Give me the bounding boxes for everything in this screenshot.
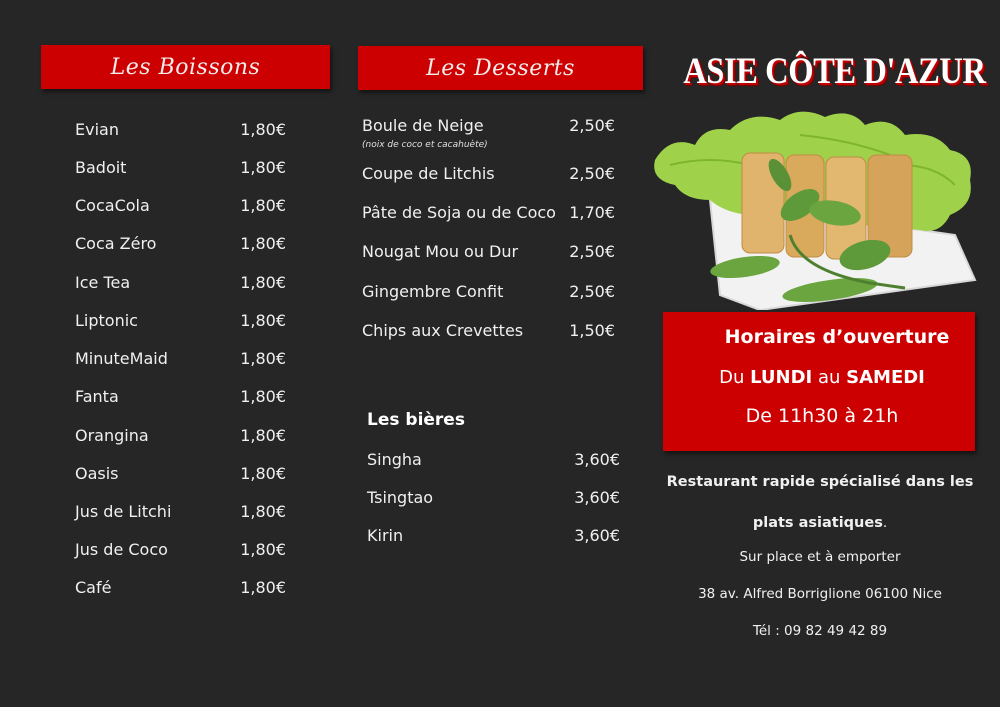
list-item-name: MinuteMaid [75,349,168,368]
list-item-name: Oasis [75,464,119,483]
service-text: Sur place et à emporter [739,549,901,565]
list-item-price: 1,80€ [240,426,286,445]
list-item-price: 2,50€ [569,282,615,301]
list-item-price: 1,80€ [240,464,286,483]
list-item-price: 1,80€ [240,120,286,139]
phone-text: Tél : 09 82 49 42 89 [752,623,888,639]
list-item-name: Coupe de Litchis [362,164,495,183]
boissons-header [41,45,330,89]
list-item-name: Boule de Neige [362,116,484,135]
list-item-name: Café [75,578,112,597]
bieres-title: Les bières [367,410,465,430]
list-item-name: Tsingtao [367,488,434,507]
desserts-header [358,46,643,90]
description-line1: Restaurant rapide spécialisé dans les [666,474,974,490]
description-line2-text: plats asiatiques [752,515,883,531]
list-item-name: Jus de Coco [75,540,168,559]
list-item-name: Badoit [75,158,127,177]
list-item-price: 1,80€ [240,158,286,177]
list-item-price: 2,50€ [569,242,615,261]
description-end: . [882,515,888,531]
list-item-name: Ice Tea [75,273,131,292]
list-item-name: Fanta [75,387,119,406]
list-item-price: 1,80€ [240,273,286,292]
list-item-note: (noix de coco et cacahuète) [362,140,488,150]
list-item-name: Coca Zéro [75,234,157,253]
opening-time: De 11h30 à 21h [745,405,899,427]
list-item-price: 1,80€ [240,387,286,406]
list-item-price: 1,80€ [240,196,286,215]
opening-hours-box [663,312,975,451]
list-item-name: Liptonic [75,311,138,330]
list-item-price: 1,80€ [240,234,286,253]
list-item-price: 1,70€ [569,203,615,222]
list-item-name: Singha [367,450,422,469]
opening-day-start: LUNDI [750,367,813,388]
list-item-price: 1,50€ [569,321,615,340]
list-item-name: Orangina [75,426,149,445]
opening-days [663,367,975,388]
list-item-price: 2,50€ [569,164,615,183]
list-item-price: 1,80€ [240,311,286,330]
list-item-name: Evian [75,120,119,139]
list-item-name: CocaCola [75,196,150,215]
opening-hours-title: Horaires d’ouverture [724,326,950,348]
description-line2 [660,512,980,531]
spring-rolls-photo-icon [650,105,980,310]
list-item-price: 3,60€ [574,488,620,507]
list-item-price: 1,80€ [240,578,286,597]
boissons-title: Les Boissons [110,54,261,80]
list-item-name: Kirin [367,526,404,545]
list-item-price: 1,80€ [240,349,286,368]
list-item-name: Jus de Litchi [75,502,172,521]
list-item-name: Nougat Mou ou Dur [362,242,519,261]
list-item-price: 2,50€ [569,116,615,135]
list-item-name: Chips aux Crevettes [362,321,524,340]
opening-days-mid: au [812,367,847,388]
list-item-price: 3,60€ [574,526,620,545]
list-item-price: 1,80€ [240,502,286,521]
list-item-price: 1,80€ [240,540,286,559]
list-item-name: Pâte de Soja ou de Coco [362,203,556,222]
desserts-title: Les Desserts [426,55,575,81]
opening-day-end: SAMEDI [846,367,925,388]
list-item-name: Gingembre Confit [362,282,504,301]
opening-days-prefix: Du [719,367,751,388]
restaurant-name: ASIE CÔTE D'AZUR [683,51,986,92]
address-text: 38 av. Alfred Borriglione 06100 Nice [698,586,942,602]
list-item-price: 3,60€ [574,450,620,469]
